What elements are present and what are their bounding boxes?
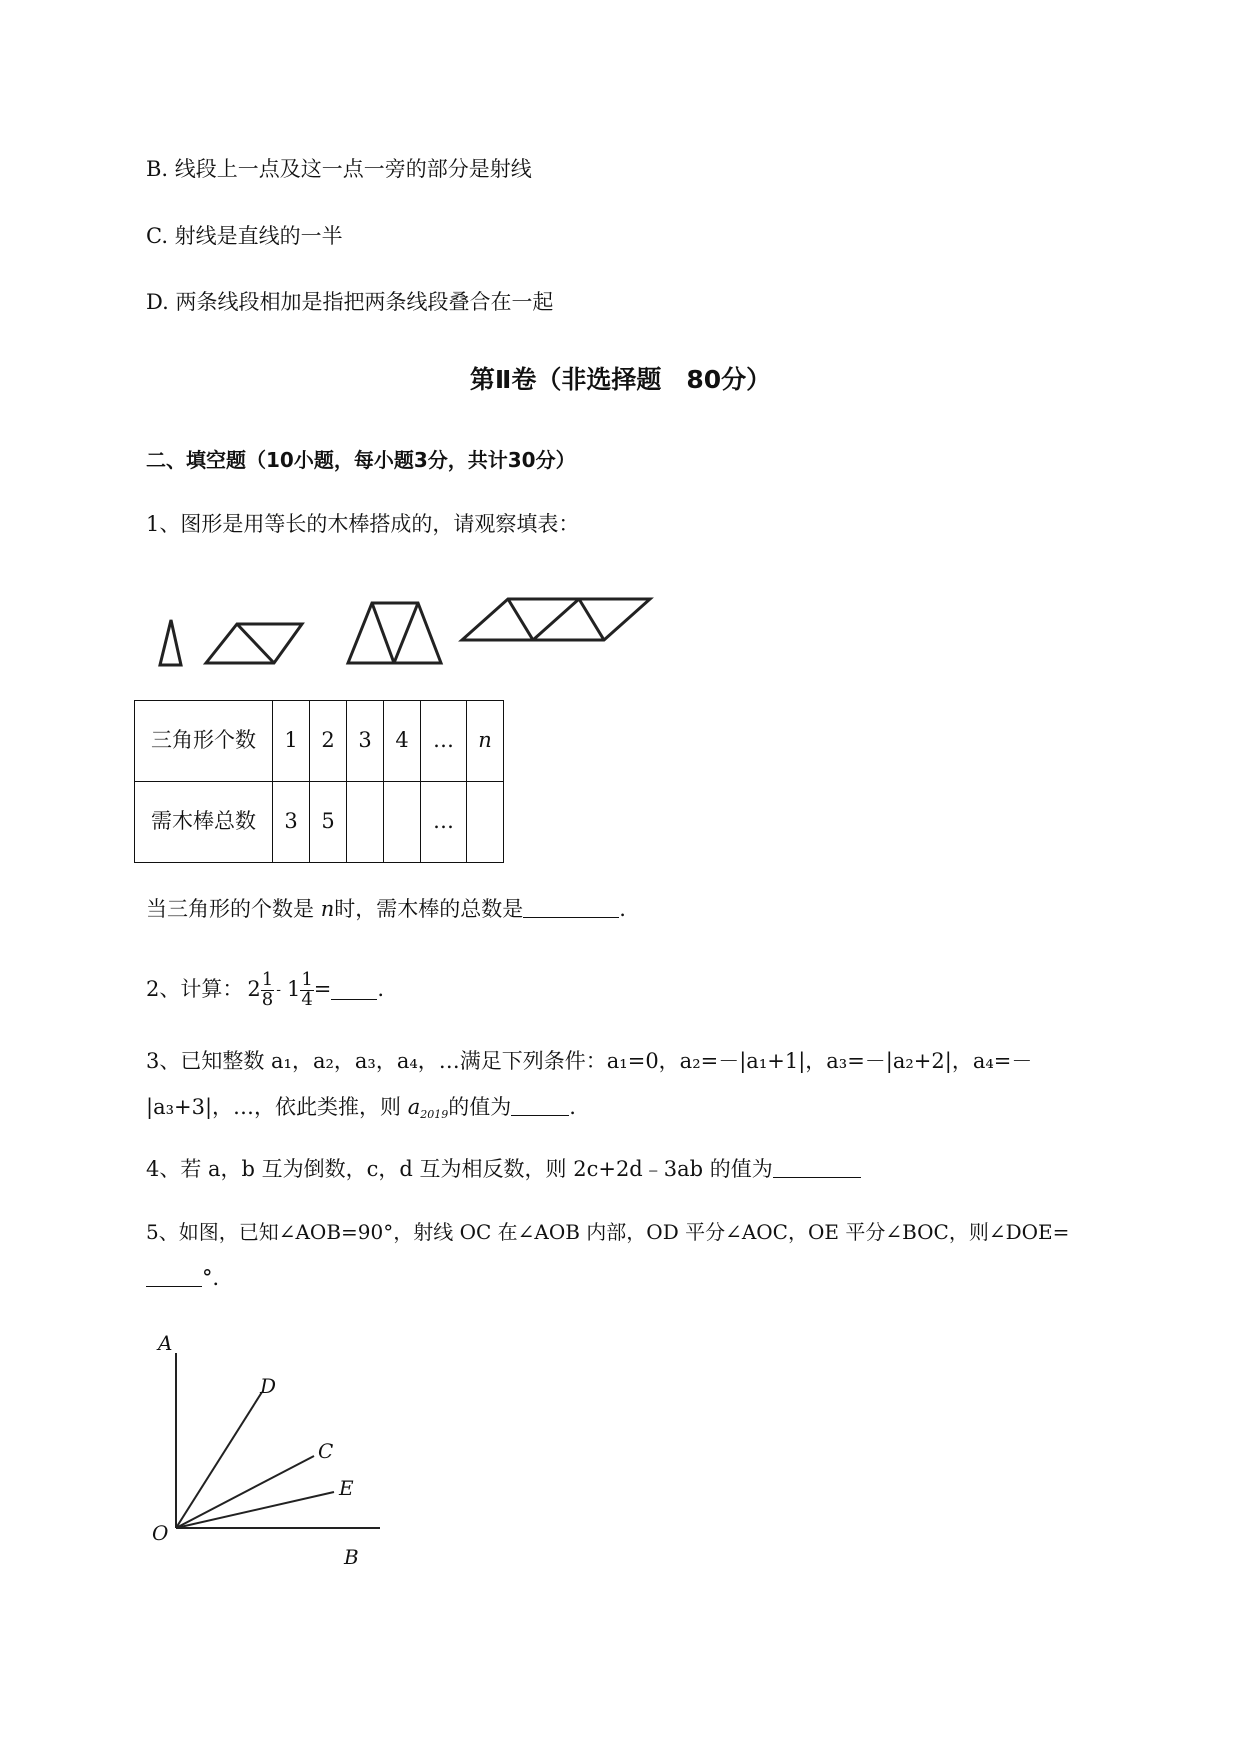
question-2: 2、计算： 2 $\frac{1}{8}$ - 1 $\frac{1}{4}$ = . [146,968,385,1010]
label-b: B [344,1545,359,1569]
ray-oe [176,1492,334,1528]
table-cell: 3 [347,701,384,782]
question-5-line-1: 5、如图，已知∠AOB=90°，射线 OC 在∠AOB 内部，OD 平分∠AOC，OE 平分∠BOC，则∠DOE= [146,1220,1070,1244]
ray-od [176,1392,262,1528]
question-1: 1、图形是用等长的木棒搭成的，请观察填表： [146,512,580,536]
question-1-followup: 当三角形的个数是 n时，需木棒的总数是 . [146,897,626,921]
label-e: E [339,1476,354,1500]
option-c: C. 射线是直线的一半 [146,224,343,248]
question-3-line-2: |a₃+3|，…，依此类推，则 $a_{2019}$的值为 . [146,1095,576,1121]
table-row-label: 三角形个数 [135,701,273,782]
table-cell: 5 [310,782,347,863]
option-d: D. 两条线段相加是指把两条线段叠合在一起 [146,290,554,314]
fraction-1: $\frac{1}{8}$ [261,968,274,1010]
section-title: 二、填空题（10小题，每小题3分，共计30分） [146,448,576,472]
table-cell: n [467,701,504,782]
table-cell: … [421,701,467,782]
table-cell: 4 [384,701,421,782]
table-cell: 2 [310,701,347,782]
question-5-line-2: °． [146,1266,234,1291]
table-cell: 3 [273,782,310,863]
label-a: A [158,1331,173,1355]
table-cell: … [421,782,467,863]
fraction-2: $\frac{1}{4}$ [301,968,313,1010]
table-cell: 1 [273,701,310,782]
question-4: 4、若 a，b 互为倒数，c，d 互为相反数，则 2c+2d﹣3ab 的值为 [146,1157,861,1182]
label-c: C [318,1439,334,1463]
ray-oc [176,1456,314,1528]
option-b: B. 线段上一点及这一点一旁的部分是射线 [146,157,532,181]
table-row-label: 需木棒总数 [135,782,273,863]
label-o: O [152,1521,169,1545]
label-d: D [260,1374,277,1398]
part-title: 第Ⅱ卷（非选择题 80分） [469,365,772,394]
question-3-line-1: 3、已知整数 a₁，a₂，a₃，a₄，…满足下列条件：a₁=0，a₂=－|a₁+1|，a₃=－|a₂+2|，a₄=－ [146,1049,1033,1073]
